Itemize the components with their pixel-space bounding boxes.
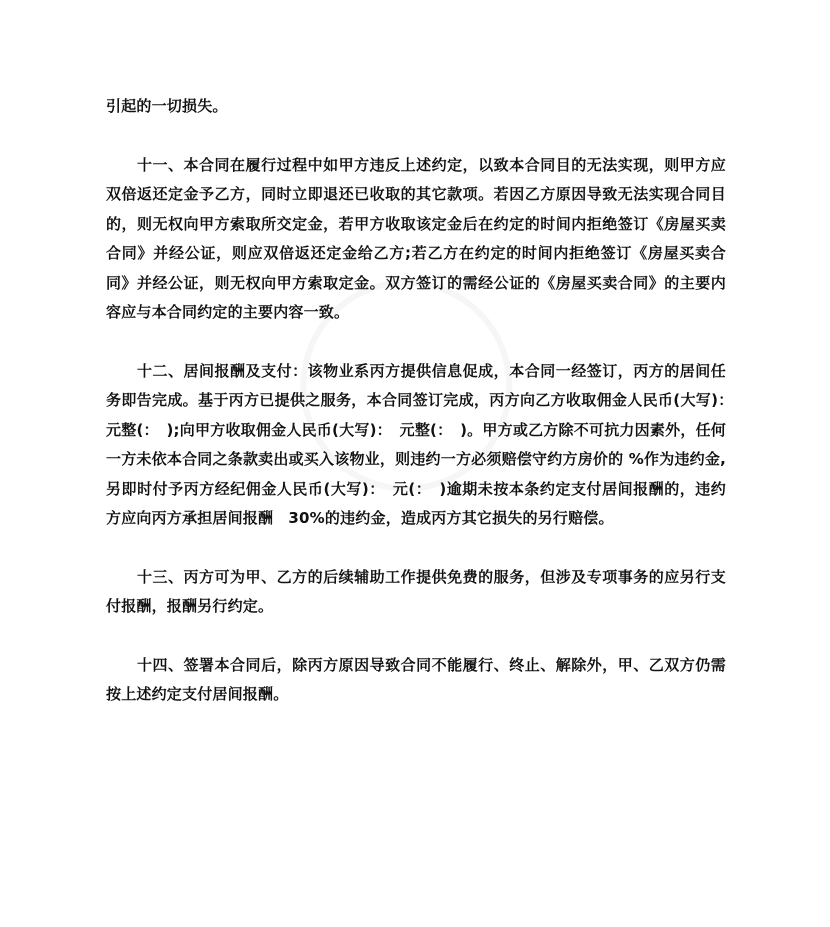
clause-12: 十二、居间报酬及支付：该物业系丙方提供信息促成，本合同一经签订，丙方的居间任务即告完成。基于丙方已提供之服务，本合同签订完成，丙方向乙方收取佣金人民币(大写)： 元整(： );向甲方收取佣金人民币(大写)： 元整(： )。甲方或乙方除不可抗力因素外，任何一方未依本合同之条款卖出或买入该物业，则违约一方必须赔偿守约方房价的 %作为违约金,另即时付予丙方经纪佣金人民币(大写)： 元(： )逾期未按本条约定支付居间报酬的，违约方应向丙方承担居间报酬 30%的违约金，造成丙方其它损失的另行赔偿。 — [106, 361, 742, 527]
paragraph-continuation: 引起的一切损失。 — [106, 97, 228, 115]
paragraph-spacer — [106, 534, 726, 563]
paragraph-spacer — [106, 622, 726, 651]
document-body — [106, 92, 742, 710]
paragraph-spacer — [106, 328, 726, 357]
clause-11: 十一、本合同在履行过程中如甲方违反上述约定，以致本合同目的无法实现，则甲方应双倍返还定金予乙方，同时立即退还已收取的其它款项。若因乙方原因导致无法实现合同目的，则无权向甲方索取所交定金，若甲方收取该定金后在约定的时间内拒绝签订《房屋买卖合同》并经公证，则应双倍返还定金给乙方;若乙方在约定的时间内拒绝签订《房屋买卖合同》并经公证，则无权向甲方索取定金。双方签订的需经公证的《房屋买卖合同》的主要内容应与本合同约定的主要内容一致。 — [106, 155, 726, 321]
clause-13: 十三、丙方可为甲、乙方的后续辅助工作提供免费的服务，但涉及专项事务的应另行支付报酬，报酬另行约定。 — [106, 567, 726, 615]
paragraph-spacer — [106, 122, 726, 151]
clause-14: 十四、签署本合同后，除丙方原因导致合同不能履行、终止、解除外，甲、乙双方仍需按上述约定支付居间报酬。 — [106, 655, 726, 703]
